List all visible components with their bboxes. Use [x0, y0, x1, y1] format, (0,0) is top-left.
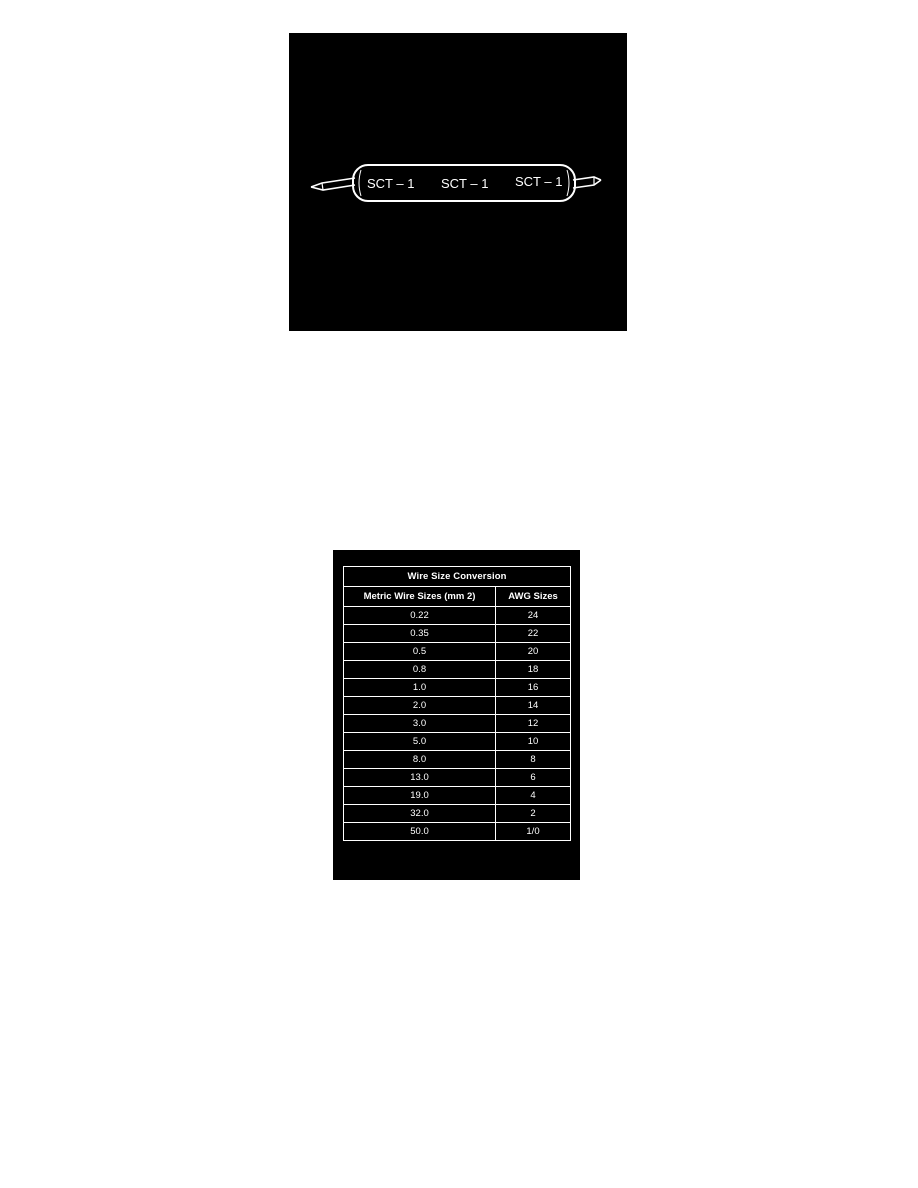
table-row: [344, 787, 571, 805]
table-title: Wire Size Conversion: [344, 567, 571, 587]
table-title-row: [344, 567, 571, 587]
cell-metric-size: 32.0: [344, 805, 496, 823]
table-row: [344, 751, 571, 769]
table-row: [344, 697, 571, 715]
column-header-metric: Metric Wire Sizes (mm 2): [344, 587, 496, 607]
cell-awg-size: 2: [496, 805, 571, 823]
cell-awg-size: 20: [496, 643, 571, 661]
cell-metric-size: 0.22: [344, 607, 496, 625]
cell-metric-size: 3.0: [344, 715, 496, 733]
cell-metric-size: 1.0: [344, 679, 496, 697]
cell-metric-size: 50.0: [344, 823, 496, 841]
column-header-awg: AWG Sizes: [496, 587, 571, 607]
wire-size-conversion-figure: [333, 550, 580, 880]
cell-awg-size: 1/0: [496, 823, 571, 841]
cell-awg-size: 16: [496, 679, 571, 697]
cell-awg-size: 8: [496, 751, 571, 769]
cell-metric-size: 8.0: [344, 751, 496, 769]
cell-awg-size: 12: [496, 715, 571, 733]
table-row: [344, 661, 571, 679]
table-row: [344, 625, 571, 643]
sleeve-label-3: SCT – 1: [515, 174, 563, 189]
cell-awg-size: 14: [496, 697, 571, 715]
cell-awg-size: 4: [496, 787, 571, 805]
table-header-row: [344, 587, 571, 607]
cell-awg-size: 10: [496, 733, 571, 751]
table-row: [344, 733, 571, 751]
sleeve-label-1: SCT – 1: [367, 176, 415, 191]
table-row: [344, 679, 571, 697]
cell-awg-size: 6: [496, 769, 571, 787]
cell-metric-size: 0.5: [344, 643, 496, 661]
table-row: [344, 823, 571, 841]
table-row: [344, 769, 571, 787]
splice-sleeve-drawing: [289, 33, 627, 331]
wire-size-conversion-table: [343, 566, 571, 841]
table-row: [344, 607, 571, 625]
table-row: [344, 805, 571, 823]
cell-metric-size: 5.0: [344, 733, 496, 751]
cell-metric-size: 0.8: [344, 661, 496, 679]
cell-awg-size: 24: [496, 607, 571, 625]
splice-sleeve-illustration: [289, 33, 627, 331]
splice-sleeve-figure: [289, 33, 627, 331]
cell-metric-size: 19.0: [344, 787, 496, 805]
sleeve-label-2: SCT – 1: [441, 176, 489, 191]
cell-metric-size: 0.35: [344, 625, 496, 643]
table-row: [344, 715, 571, 733]
cell-metric-size: 2.0: [344, 697, 496, 715]
cell-awg-size: 22: [496, 625, 571, 643]
cell-metric-size: 13.0: [344, 769, 496, 787]
cell-awg-size: 18: [496, 661, 571, 679]
table-row: [344, 643, 571, 661]
